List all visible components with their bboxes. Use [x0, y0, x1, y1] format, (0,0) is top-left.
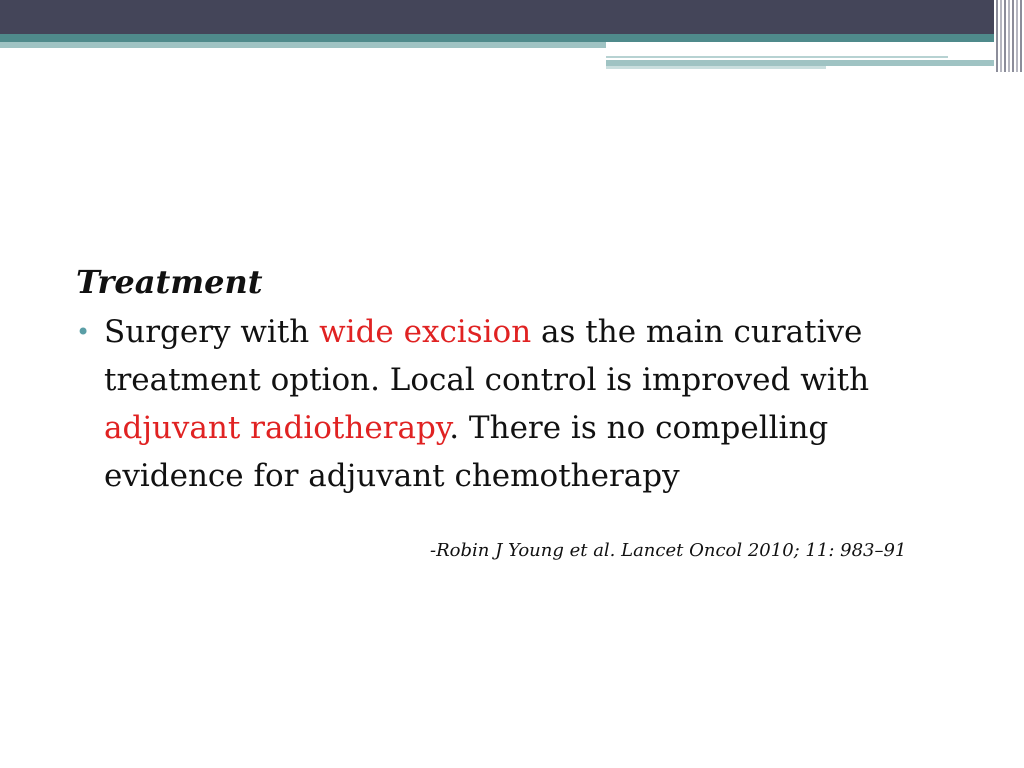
- header-short-line: [606, 66, 826, 69]
- slide-content: [76, 262, 976, 500]
- header-thin-line: [606, 56, 948, 58]
- citation: -Robin J Young et al. Lancet Oncol 2010; 11: 983–91: [430, 540, 907, 561]
- bullet-text-3: . There is no compelling evidence for adjuvant chemotherapy: [104, 410, 829, 494]
- header-dark-band: [0, 0, 1024, 34]
- header-stripes-decoration: [994, 0, 1024, 72]
- header-gap: [606, 42, 1006, 56]
- bullet-dot-icon: •: [76, 318, 91, 346]
- bullet-text-1: Surgery with: [104, 314, 320, 350]
- bullet-text-2: as the main curative treatment option. Local control is improved with: [104, 314, 870, 398]
- header-light-band: [0, 42, 606, 48]
- highlight-adjuvant-radiotherapy: adjuvant radiotherapy: [104, 410, 450, 446]
- highlight-wide-excision: wide excision: [319, 314, 532, 350]
- bullet-item: [76, 308, 964, 500]
- header-teal-band: [0, 34, 1024, 42]
- slide-heading: Treatment: [76, 263, 263, 301]
